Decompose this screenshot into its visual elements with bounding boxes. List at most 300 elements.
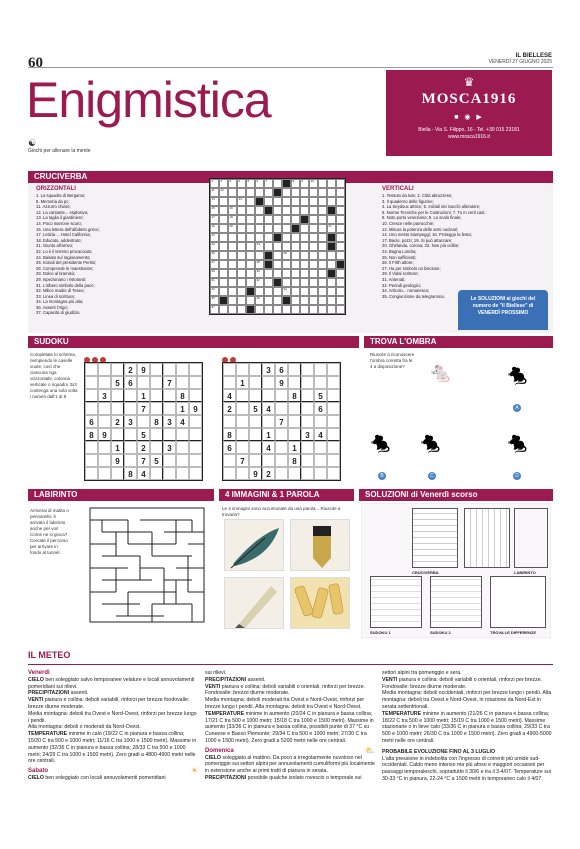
- sudoku-cell[interactable]: [249, 428, 262, 441]
- crossword-cell[interactable]: [273, 197, 282, 206]
- crossword-cell[interactable]: [228, 215, 237, 224]
- sudoku-cell[interactable]: 7: [137, 454, 150, 467]
- sudoku-cell[interactable]: [150, 363, 163, 376]
- sudoku-cell[interactable]: [163, 454, 176, 467]
- sudoku-cell[interactable]: [163, 389, 176, 402]
- crossword-cell[interactable]: [237, 215, 246, 224]
- crossword-cell[interactable]: [273, 224, 282, 233]
- crossword-cell[interactable]: [255, 215, 264, 224]
- sudoku-cell[interactable]: 8: [85, 428, 98, 441]
- crossword-cell[interactable]: [237, 197, 246, 206]
- sudoku-cell[interactable]: [249, 454, 262, 467]
- sudoku-cell[interactable]: [150, 441, 163, 454]
- sudoku-cell[interactable]: [236, 402, 249, 415]
- sudoku-cell[interactable]: [176, 441, 189, 454]
- crossword-cell[interactable]: [291, 215, 300, 224]
- crossword-cell[interactable]: [300, 251, 309, 260]
- crossword-cell[interactable]: [336, 233, 345, 242]
- crossword-cell[interactable]: [282, 305, 291, 314]
- sudoku-cell[interactable]: [262, 454, 275, 467]
- sudoku-cell[interactable]: 2: [124, 363, 137, 376]
- sudoku-cell[interactable]: [314, 441, 327, 454]
- crossword-cell[interactable]: [309, 269, 318, 278]
- crossword-cell[interactable]: [273, 296, 282, 305]
- sudoku-cell[interactable]: [176, 454, 189, 467]
- crossword-cell[interactable]: [336, 197, 345, 206]
- shadow-d[interactable]: 🐁: [505, 432, 530, 454]
- crossword-cell[interactable]: [219, 179, 228, 188]
- sudoku-cell[interactable]: [288, 363, 301, 376]
- crossword-cell[interactable]: [309, 179, 318, 188]
- sudoku-cell[interactable]: [249, 363, 262, 376]
- crossword-cell[interactable]: [219, 242, 228, 251]
- crossword-cell[interactable]: [300, 287, 309, 296]
- sudoku-cell[interactable]: [301, 441, 314, 454]
- crossword-cell[interactable]: [246, 206, 255, 215]
- crossword-cell[interactable]: [255, 233, 264, 242]
- crossword-cell[interactable]: [282, 260, 291, 269]
- sudoku-cell[interactable]: [98, 454, 111, 467]
- crossword-grid[interactable]: [209, 178, 346, 315]
- sudoku-cell[interactable]: [124, 454, 137, 467]
- sudoku-cell[interactable]: [327, 454, 340, 467]
- crossword-cell[interactable]: [228, 188, 237, 197]
- crossword-cell[interactable]: [309, 260, 318, 269]
- sudoku-cell[interactable]: 9: [189, 402, 202, 415]
- sudoku-cell[interactable]: [111, 363, 124, 376]
- sudoku-cell[interactable]: 3: [163, 441, 176, 454]
- crossword-cell[interactable]: [300, 224, 309, 233]
- crossword-cell[interactable]: [264, 233, 273, 242]
- crossword-cell[interactable]: [318, 305, 327, 314]
- sudoku-cell[interactable]: [288, 402, 301, 415]
- option-a-badge[interactable]: [513, 404, 521, 412]
- sudoku-cell[interactable]: 4: [223, 389, 236, 402]
- crossword-cell[interactable]: [246, 296, 255, 305]
- sudoku-cell[interactable]: 5: [111, 376, 124, 389]
- sudoku-cell[interactable]: [85, 454, 98, 467]
- crossword-cell[interactable]: [255, 242, 264, 251]
- sudoku-cell[interactable]: 2: [111, 415, 124, 428]
- crossword-cell[interactable]: [219, 287, 228, 296]
- crossword-cell[interactable]: [264, 296, 273, 305]
- crossword-cell[interactable]: [246, 260, 255, 269]
- crossword-cell[interactable]: [246, 269, 255, 278]
- crossword-cell[interactable]: [246, 251, 255, 260]
- sudoku-cell[interactable]: 8: [223, 428, 236, 441]
- crossword-cell[interactable]: [228, 260, 237, 269]
- crossword-cell[interactable]: [237, 242, 246, 251]
- sudoku-cell[interactable]: [301, 467, 314, 480]
- crossword-cell[interactable]: [282, 215, 291, 224]
- crossword-cell[interactable]: [210, 233, 219, 242]
- sudoku-cell[interactable]: 5: [249, 402, 262, 415]
- crossword-cell[interactable]: [237, 206, 246, 215]
- sudoku-cell[interactable]: 6: [223, 441, 236, 454]
- crossword-cell[interactable]: [327, 278, 336, 287]
- sudoku-cell[interactable]: [176, 363, 189, 376]
- sudoku-cell[interactable]: 4: [262, 402, 275, 415]
- crossword-cell[interactable]: [219, 260, 228, 269]
- sudoku-cell[interactable]: 7: [163, 376, 176, 389]
- crossword-cell[interactable]: [264, 215, 273, 224]
- crossword-cell[interactable]: [246, 233, 255, 242]
- crossword-cell[interactable]: [318, 224, 327, 233]
- crossword-cell[interactable]: [228, 278, 237, 287]
- sudoku-cell[interactable]: [124, 441, 137, 454]
- sudoku-cell[interactable]: [150, 376, 163, 389]
- crossword-cell[interactable]: [318, 278, 327, 287]
- crossword-cell[interactable]: [309, 188, 318, 197]
- sudoku-cell[interactable]: [314, 363, 327, 376]
- crossword-cell[interactable]: [309, 215, 318, 224]
- crossword-cell[interactable]: [318, 206, 327, 215]
- crossword-cell[interactable]: [318, 287, 327, 296]
- crossword-cell[interactable]: [255, 251, 264, 260]
- crossword-cell[interactable]: [210, 242, 219, 251]
- sudoku-cell[interactable]: [85, 467, 98, 480]
- sudoku-cell[interactable]: [314, 454, 327, 467]
- sudoku-cell[interactable]: [189, 428, 202, 441]
- crossword-cell[interactable]: [291, 188, 300, 197]
- crossword-cell[interactable]: [318, 215, 327, 224]
- crossword-cell[interactable]: [237, 233, 246, 242]
- image-pen[interactable]: [290, 519, 350, 571]
- crossword-cell[interactable]: [318, 188, 327, 197]
- crossword-cell[interactable]: [237, 179, 246, 188]
- crossword-cell[interactable]: [300, 305, 309, 314]
- sudoku-cell[interactable]: [176, 428, 189, 441]
- option-d-badge[interactable]: [513, 472, 521, 480]
- crossword-cell[interactable]: [255, 278, 264, 287]
- sudoku-cell[interactable]: [275, 402, 288, 415]
- sudoku-cell[interactable]: 8: [176, 389, 189, 402]
- crossword-cell[interactable]: [336, 242, 345, 251]
- crossword-cell[interactable]: [282, 278, 291, 287]
- sudoku-cell[interactable]: [176, 376, 189, 389]
- sudoku-cell[interactable]: [124, 428, 137, 441]
- shadow-a[interactable]: 🐁: [505, 364, 530, 386]
- crossword-cell[interactable]: [273, 305, 282, 314]
- sudoku-cell[interactable]: [189, 389, 202, 402]
- sudoku-cell[interactable]: [288, 467, 301, 480]
- sudoku-cell[interactable]: [327, 402, 340, 415]
- crossword-cell[interactable]: [219, 197, 228, 206]
- crossword-cell[interactable]: [219, 233, 228, 242]
- crossword-cell[interactable]: [255, 260, 264, 269]
- crossword-cell[interactable]: [255, 224, 264, 233]
- sudoku-cell[interactable]: [249, 376, 262, 389]
- sudoku-cell[interactable]: 7: [236, 454, 249, 467]
- sudoku-cell[interactable]: [223, 467, 236, 480]
- crossword-cell[interactable]: [273, 269, 282, 278]
- crossword-cell[interactable]: [228, 251, 237, 260]
- sudoku-cell[interactable]: [124, 402, 137, 415]
- sudoku-cell[interactable]: [85, 363, 98, 376]
- sudoku-cell[interactable]: 2: [137, 441, 150, 454]
- crossword-cell[interactable]: [291, 269, 300, 278]
- sudoku-cell[interactable]: [189, 363, 202, 376]
- crossword-cell[interactable]: [237, 287, 246, 296]
- crossword-cell[interactable]: [237, 269, 246, 278]
- sudoku-cell[interactable]: [327, 376, 340, 389]
- crossword-cell[interactable]: [237, 278, 246, 287]
- sudoku-cell[interactable]: 4: [314, 428, 327, 441]
- sudoku-cell[interactable]: 3: [124, 415, 137, 428]
- sudoku-cell[interactable]: [189, 415, 202, 428]
- sudoku-cell[interactable]: [288, 415, 301, 428]
- crossword-cell[interactable]: [255, 305, 264, 314]
- sudoku-cell[interactable]: [327, 467, 340, 480]
- crossword-cell[interactable]: [237, 296, 246, 305]
- crossword-cell[interactable]: [264, 224, 273, 233]
- crossword-cell[interactable]: [282, 188, 291, 197]
- crossword-cell[interactable]: [273, 179, 282, 188]
- sudoku-cell[interactable]: [288, 428, 301, 441]
- sudoku-cell[interactable]: [327, 363, 340, 376]
- crossword-cell[interactable]: [300, 233, 309, 242]
- crossword-cell[interactable]: [318, 296, 327, 305]
- crossword-cell[interactable]: [228, 287, 237, 296]
- crossword-cell[interactable]: [309, 278, 318, 287]
- sudoku-cell[interactable]: 2: [262, 467, 275, 480]
- sudoku-cell[interactable]: [236, 415, 249, 428]
- crossword-cell[interactable]: [228, 269, 237, 278]
- crossword-cell[interactable]: [291, 296, 300, 305]
- sudoku-cell[interactable]: [236, 428, 249, 441]
- crossword-cell[interactable]: [228, 197, 237, 206]
- sudoku-cell[interactable]: [150, 467, 163, 480]
- crossword-cell[interactable]: [246, 242, 255, 251]
- sudoku-cell[interactable]: [189, 441, 202, 454]
- crossword-cell[interactable]: [309, 224, 318, 233]
- sudoku-cell[interactable]: [314, 376, 327, 389]
- option-b-badge[interactable]: [378, 472, 386, 480]
- crossword-cell[interactable]: [219, 215, 228, 224]
- crossword-cell[interactable]: [255, 269, 264, 278]
- sudoku-cell[interactable]: [301, 402, 314, 415]
- sudoku-cell[interactable]: 3: [163, 415, 176, 428]
- crossword-cell[interactable]: [210, 215, 219, 224]
- crossword-cell[interactable]: [336, 287, 345, 296]
- crossword-cell[interactable]: [246, 197, 255, 206]
- crossword-cell[interactable]: [291, 197, 300, 206]
- sudoku-cell[interactable]: [249, 441, 262, 454]
- sudoku-cell[interactable]: 8: [150, 415, 163, 428]
- crossword-cell[interactable]: [255, 296, 264, 305]
- sudoku-cell[interactable]: [275, 454, 288, 467]
- crossword-cell[interactable]: [210, 305, 219, 314]
- crossword-cell[interactable]: [219, 305, 228, 314]
- crossword-cell[interactable]: [291, 242, 300, 251]
- crossword-cell[interactable]: [300, 278, 309, 287]
- crossword-cell[interactable]: [210, 251, 219, 260]
- crossword-cell[interactable]: [246, 188, 255, 197]
- crossword-cell[interactable]: [327, 188, 336, 197]
- crossword-cell[interactable]: [210, 278, 219, 287]
- sudoku-cell[interactable]: 6: [124, 376, 137, 389]
- sudoku-cell[interactable]: [150, 389, 163, 402]
- crossword-cell[interactable]: [264, 242, 273, 251]
- sudoku-cell[interactable]: 8: [288, 389, 301, 402]
- crossword-cell[interactable]: [327, 179, 336, 188]
- crossword-cell[interactable]: [282, 206, 291, 215]
- crossword-cell[interactable]: [228, 305, 237, 314]
- crossword-cell[interactable]: [273, 260, 282, 269]
- sudoku-cell[interactable]: 3: [98, 389, 111, 402]
- sudoku-cell[interactable]: [301, 389, 314, 402]
- crossword-cell[interactable]: [264, 269, 273, 278]
- crossword-cell[interactable]: [291, 179, 300, 188]
- crossword-cell[interactable]: [291, 233, 300, 242]
- sudoku-cell[interactable]: 8: [288, 454, 301, 467]
- crossword-cell[interactable]: [228, 296, 237, 305]
- sudoku-cell[interactable]: 5: [314, 389, 327, 402]
- sudoku-cell[interactable]: 8: [124, 467, 137, 480]
- sudoku-cell[interactable]: 4: [137, 467, 150, 480]
- crossword-cell[interactable]: [336, 305, 345, 314]
- crossword-cell[interactable]: [282, 287, 291, 296]
- crossword-cell[interactable]: [300, 188, 309, 197]
- crossword-cell[interactable]: [300, 260, 309, 269]
- crossword-cell[interactable]: [210, 224, 219, 233]
- crossword-cell[interactable]: [300, 179, 309, 188]
- crossword-cell[interactable]: [273, 206, 282, 215]
- crossword-cell[interactable]: [318, 179, 327, 188]
- sudoku-cell[interactable]: [137, 415, 150, 428]
- crossword-cell[interactable]: [327, 296, 336, 305]
- sudoku-cell[interactable]: [327, 389, 340, 402]
- sudoku-cell[interactable]: [98, 441, 111, 454]
- sudoku-cell[interactable]: 7: [275, 415, 288, 428]
- sudoku-cell[interactable]: 6: [85, 415, 98, 428]
- crossword-cell[interactable]: [210, 179, 219, 188]
- image-pasta[interactable]: [290, 577, 350, 629]
- sudoku-cell[interactable]: [111, 389, 124, 402]
- crossword-cell[interactable]: [255, 179, 264, 188]
- crossword-cell[interactable]: [336, 269, 345, 278]
- sudoku-cell[interactable]: [262, 376, 275, 389]
- crossword-cell[interactable]: [318, 242, 327, 251]
- crossword-cell[interactable]: [273, 251, 282, 260]
- crossword-cell[interactable]: [237, 260, 246, 269]
- sudoku-cell[interactable]: [301, 363, 314, 376]
- crossword-cell[interactable]: [309, 206, 318, 215]
- sudoku-cell[interactable]: [275, 428, 288, 441]
- crossword-cell[interactable]: [264, 197, 273, 206]
- crossword-cell[interactable]: [255, 206, 264, 215]
- crossword-cell[interactable]: [237, 251, 246, 260]
- shadow-b[interactable]: 🐁: [368, 432, 393, 454]
- sudoku-cell[interactable]: [98, 467, 111, 480]
- crossword-cell[interactable]: [327, 260, 336, 269]
- crossword-cell[interactable]: [210, 197, 219, 206]
- sudoku-cell[interactable]: [301, 376, 314, 389]
- crossword-cell[interactable]: [210, 296, 219, 305]
- sudoku-cell[interactable]: [223, 363, 236, 376]
- crossword-cell[interactable]: [327, 305, 336, 314]
- sudoku-cell[interactable]: 6: [314, 402, 327, 415]
- crossword-cell[interactable]: [318, 251, 327, 260]
- crossword-cell[interactable]: [309, 251, 318, 260]
- crossword-cell[interactable]: [246, 278, 255, 287]
- sudoku-cell[interactable]: [223, 415, 236, 428]
- sudoku-cell[interactable]: [275, 441, 288, 454]
- sudoku-cell[interactable]: [327, 441, 340, 454]
- crossword-cell[interactable]: [318, 233, 327, 242]
- sudoku-cell[interactable]: 7: [137, 402, 150, 415]
- sudoku-cell[interactable]: [98, 415, 111, 428]
- sudoku-cell[interactable]: 3: [301, 428, 314, 441]
- sudoku-cell[interactable]: 1: [111, 441, 124, 454]
- crossword-cell[interactable]: [327, 287, 336, 296]
- crossword-cell[interactable]: [246, 179, 255, 188]
- sudoku-cell[interactable]: [85, 441, 98, 454]
- crossword-cell[interactable]: [282, 224, 291, 233]
- crossword-cell[interactable]: [219, 224, 228, 233]
- option-c-badge[interactable]: [428, 472, 436, 480]
- crossword-cell[interactable]: [309, 242, 318, 251]
- crossword-cell[interactable]: [327, 215, 336, 224]
- crossword-cell[interactable]: [336, 215, 345, 224]
- shadow-c[interactable]: 🐁: [418, 432, 443, 454]
- crossword-cell[interactable]: [246, 215, 255, 224]
- sudoku-cell[interactable]: [249, 415, 262, 428]
- crossword-cell[interactable]: [327, 197, 336, 206]
- crossword-cell[interactable]: [264, 179, 273, 188]
- sudoku-cell[interactable]: [262, 415, 275, 428]
- crossword-cell[interactable]: [255, 287, 264, 296]
- crossword-cell[interactable]: [300, 242, 309, 251]
- sudoku-cell[interactable]: [111, 428, 124, 441]
- sudoku-cell[interactable]: [98, 402, 111, 415]
- sudoku-cell[interactable]: [275, 467, 288, 480]
- sudoku-cell[interactable]: [249, 389, 262, 402]
- sudoku-cell[interactable]: [236, 363, 249, 376]
- crossword-cell[interactable]: [291, 305, 300, 314]
- sudoku-cell[interactable]: 9: [98, 428, 111, 441]
- advertisement[interactable]: [386, 70, 552, 156]
- crossword-cell[interactable]: [273, 287, 282, 296]
- crossword-cell[interactable]: [228, 179, 237, 188]
- sudoku-cell[interactable]: 4: [262, 441, 275, 454]
- sudoku-cell[interactable]: [98, 376, 111, 389]
- crossword-cell[interactable]: [336, 188, 345, 197]
- sudoku-cell[interactable]: 4: [176, 415, 189, 428]
- crossword-cell[interactable]: [300, 269, 309, 278]
- sudoku-cell[interactable]: [163, 402, 176, 415]
- crossword-cell[interactable]: [228, 206, 237, 215]
- sudoku-cell[interactable]: [223, 376, 236, 389]
- crossword-cell[interactable]: [327, 224, 336, 233]
- sudoku-cell[interactable]: 9: [275, 376, 288, 389]
- crossword-cell[interactable]: [300, 296, 309, 305]
- crossword-cell[interactable]: [291, 251, 300, 260]
- crossword-cell[interactable]: [318, 269, 327, 278]
- sudoku-cell[interactable]: [98, 363, 111, 376]
- crossword-cell[interactable]: [264, 278, 273, 287]
- sudoku-grid-1[interactable]: [84, 362, 203, 481]
- crossword-cell[interactable]: [273, 242, 282, 251]
- crossword-cell[interactable]: [300, 197, 309, 206]
- sudoku-cell[interactable]: [262, 389, 275, 402]
- sudoku-cell[interactable]: 1: [262, 428, 275, 441]
- crossword-cell[interactable]: [228, 242, 237, 251]
- sudoku-cell[interactable]: 9: [249, 467, 262, 480]
- crossword-cell[interactable]: [336, 296, 345, 305]
- crossword-cell[interactable]: [210, 260, 219, 269]
- crossword-cell[interactable]: [282, 269, 291, 278]
